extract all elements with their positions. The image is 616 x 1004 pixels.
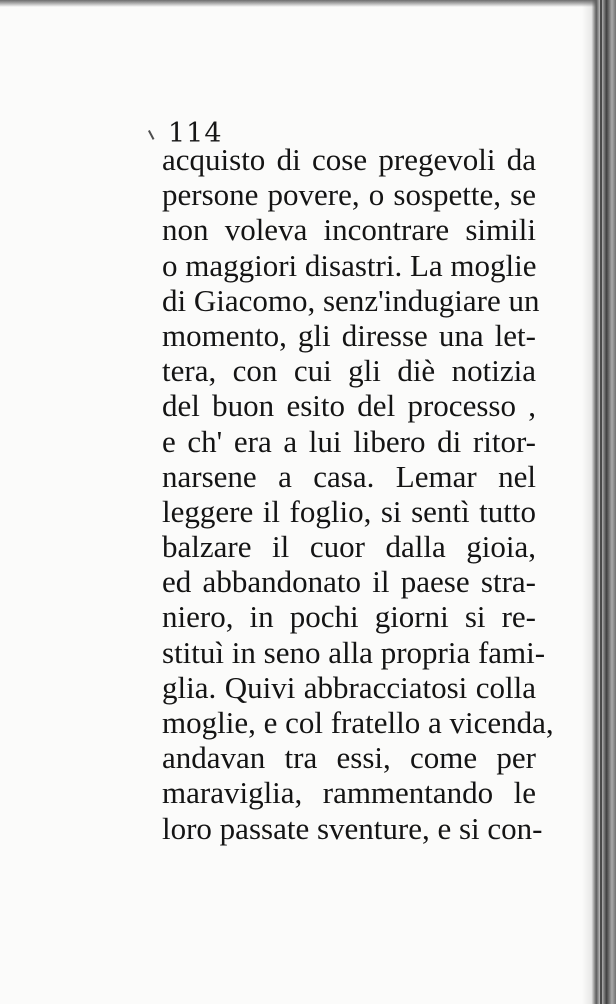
margin-mark: [148, 130, 154, 140]
text-line: niero, in pochi giorni si re-: [162, 599, 536, 635]
text-line: loro passate sventure, e si con-: [162, 810, 543, 846]
text-line: di Giacomo, senz'indugiare un: [162, 282, 540, 318]
text-line: momento, gli diresse una let-: [162, 317, 536, 353]
text-line: del buon esito del processo ,: [162, 388, 536, 424]
text-line: leggere il foglio, si sentì tutto: [162, 493, 536, 529]
text-line: moglie, e col fratello a vicenda,: [162, 705, 554, 740]
scan-right-edge: [582, 0, 616, 1004]
text-line: glia. Quivi abbracciatosi colla: [162, 669, 536, 705]
text-line: stituì in seno alla propria fami-: [162, 634, 546, 670]
text-line: acquisto di cose pregevoli da: [162, 142, 536, 177]
text-line: tera, con cui gli diè notizia: [162, 353, 536, 389]
text-line: e ch' era a lui libero di ritor-: [162, 423, 536, 459]
body-text: [162, 142, 554, 846]
page-number: 114: [168, 118, 223, 149]
text-line: o maggiori disastri. La moglie: [162, 247, 537, 283]
text-line: andavan tra essi, come per: [162, 740, 536, 776]
text-line: narsene a casa. Lemar nel: [162, 458, 536, 494]
text-line: maraviglia, rammentando le: [162, 775, 536, 811]
scan-top-edge: [0, 0, 616, 7]
text-line: non voleva incontrare simili: [162, 212, 536, 248]
text-line: ed abbandonato il paese stra-: [162, 564, 536, 600]
text-line: balzare il cuor dalla gioia,: [162, 529, 536, 565]
text-line: persone povere, o sospette, se: [162, 177, 536, 213]
